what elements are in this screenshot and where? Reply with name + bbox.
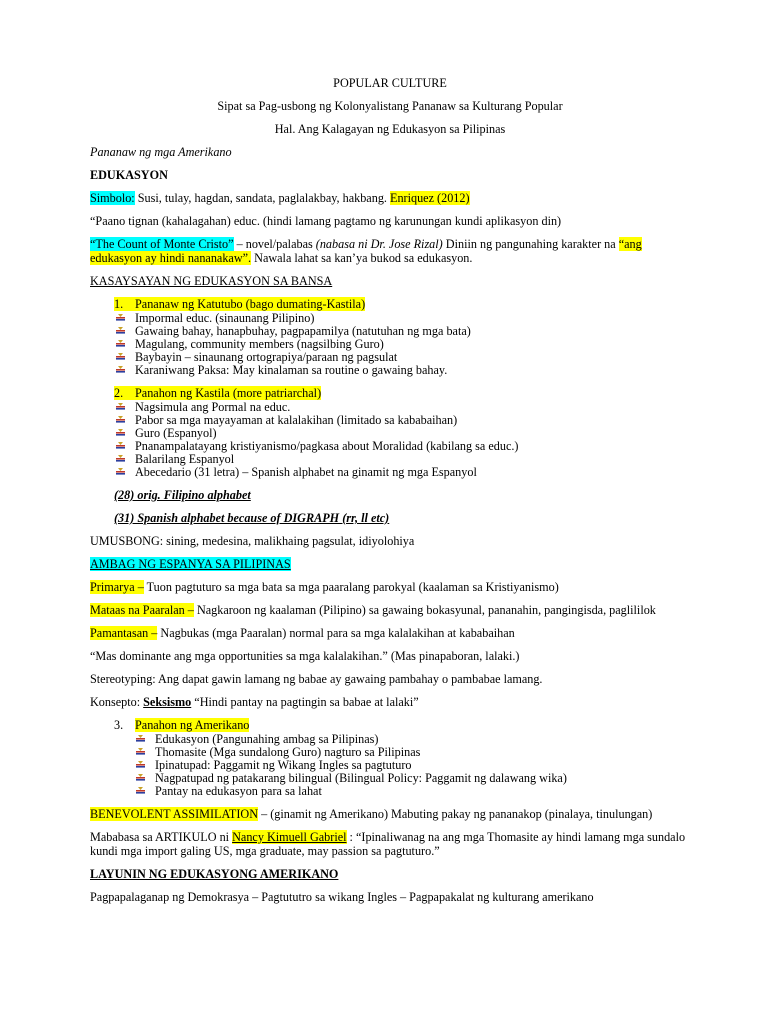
mas-dominante-line: “Mas dominante ang mga opportunities sa mga kalalakihan.” (Mas pinapaboran, lalaki.) [90, 649, 520, 663]
list-item: Guro (Espanyol) [114, 427, 690, 440]
section-2-highlight: 2. Panahon ng Kastila (more patriarchal) [114, 386, 322, 400]
section-2-title [114, 386, 690, 400]
arrow-bullet-icon [116, 314, 125, 323]
list-item: Pantay na edukasyon para sa lahat [134, 785, 690, 798]
list-item: Gawaing bahay, hanapbuhay, pagpapamilya (natutuhan ng mga bata) [114, 325, 690, 338]
ambag-heading: AMBAG NG ESPANYA SA PILIPINAS [90, 557, 291, 571]
list-item: Ipinatupad: Paggamit ng Wikang Ingles sa pagtuturo [134, 759, 690, 772]
arrow-bullet-icon [116, 403, 125, 412]
count-quote: “ang edukasyon ay hindi nananakaw”. [90, 237, 642, 265]
list-item: Nagsimula ang Pormal na educ. [114, 401, 690, 414]
benevolent-line: BENEVOLENT ASSIMILATION – (ginamit ng Amerikano) Mabuting pakay ng pananakop (pinalaya, tinulungan) [90, 807, 653, 821]
artikulo-line: Mababasa sa ARTIKULO ni Nancy Kimuell Gabriel : “Ipinaliwanag na ang mga Thomasite ay hindi lamang mga sundalo kundi mga import galing US, mga graduate, may passion sa pagtuturo.” [90, 830, 686, 858]
kasaysayan-heading: KASAYSAYAN NG EDUKASYON SA BANSA [90, 274, 333, 288]
spanish-alphabet-line: (31) Spanish alphabet because of DIGRAPH (rr, ll etc) [114, 511, 390, 525]
pananaw-line: Pananaw ng mga Amerikano [90, 145, 232, 159]
layunin-heading: LAYUNIN NG EDUKASYONG AMERIKANO [90, 867, 339, 881]
stereotyping-line: Stereotyping: Ang dapat gawin lamang ng babae ay gawaing pambahay o pambabae lamang. [90, 672, 543, 686]
section-1-highlight: 1. Pananaw ng Katutubo (bago dumating-Kastila) [114, 297, 366, 311]
orig-alphabet-line: (28) orig. Filipino alphabet [114, 488, 251, 502]
edukasyon-heading: EDUKASYON [90, 168, 168, 182]
paano-line: “Paano tignan (kahalagahan) educ. (hindi lamang pagtamo ng karunungan kundi aplikasyon din) [90, 214, 562, 228]
umusbong-line: UMUSBONG: sining, medesina, malikhaing pagsulat, idiyolohiya [90, 534, 415, 548]
section-1-list [114, 312, 690, 377]
pamantasan-line: Pamantasan – Nagbukas (mga Paaralan) normal para sa mga kalalakihan at kababaihan [90, 626, 515, 640]
list-item: Karaniwang Paksa: May kinalaman sa routine o gawaing bahay. [114, 364, 690, 377]
seksismo-term: Seksismo [143, 695, 192, 709]
enriquez-citation: Enriquez (2012) [390, 191, 470, 205]
mataas-line: Mataas na Paaralan – Nagkaroon ng kaalaman (Pilipino) sa gawaing bokasyunal, pananahin, pangingisda, paglililok [90, 603, 656, 617]
count-end: Nawala lahat sa kan’ya bukod sa edukasyon. [251, 251, 473, 265]
arrow-bullet-icon [116, 366, 125, 375]
doc-title: POPULAR CULTURE [333, 76, 447, 90]
primarya-line: Primarya – Tuon pagtuturo sa mga bata sa mga paaralang parokyal (kaalaman sa Kristiyanismo) [90, 580, 559, 594]
author-name: Nancy Kimuell Gabriel [232, 830, 347, 844]
list-item: Baybayin – sinaunang ortograpiya/paraan ng pagsulat [114, 351, 690, 364]
arrow-bullet-icon [116, 442, 125, 451]
list-item: Impormal educ. (sinaunang Pilipino) [114, 312, 690, 325]
count-paragraph [90, 237, 690, 265]
doc-example: Hal. Ang Kalagayan ng Edukasyon sa Pilipinas [274, 122, 506, 136]
section-2-list [114, 401, 690, 479]
arrow-bullet-icon [136, 774, 145, 783]
list-item: Pabor sa mga mayayaman at kalalakihan (limitado sa kababaihan) [114, 414, 690, 427]
section-1-title [114, 297, 690, 311]
count-italic: (nabasa ni Dr. Jose Rizal) [315, 237, 443, 251]
simbolo-text: Susi, tulay, hagdan, sandata, paglalakbay, hakbang. [134, 191, 391, 205]
section-3-list [134, 733, 690, 798]
arrow-bullet-icon [116, 353, 125, 362]
count-after: Diniin ng pangunahing karakter na [442, 237, 619, 251]
simbolo-label: Simbolo: [90, 191, 135, 205]
layunin-text: Pagpapalaganap ng Demokrasya – Pagtututro sa wikang Ingles – Pagpapakalat ng kulturang amerikano [90, 890, 594, 904]
arrow-bullet-icon [136, 748, 145, 757]
arrow-bullet-icon [136, 761, 145, 770]
list-item: Pnanampalatayang kristiyanismo/pagkasa about Moralidad (kabilang sa educ.) [114, 440, 690, 453]
list-item: Edukasyon (Pangunahing ambag sa Pilipinas) [134, 733, 690, 746]
list-item: Abecedario (31 letra) – Spanish alphabet na ginamit ng mga Espanyol [114, 466, 690, 479]
section-3-title: 3. Panahon ng Amerikano [114, 718, 250, 732]
arrow-bullet-icon [136, 735, 145, 744]
arrow-bullet-icon [116, 340, 125, 349]
count-mid: – novel/palabas [233, 237, 316, 251]
arrow-bullet-icon [116, 429, 125, 438]
arrow-bullet-icon [116, 416, 125, 425]
arrow-bullet-icon [116, 455, 125, 464]
arrow-bullet-icon [136, 787, 145, 796]
arrow-bullet-icon [116, 327, 125, 336]
konsepto-line: Konsepto: Seksismo “Hindi pantay na pagtingin sa babae at lalaki” [90, 695, 419, 709]
list-item: Nagpatupad ng patakarang bilingual (Bilingual Policy: Paggamit ng dalawang wika) [134, 772, 690, 785]
simbolo-line [90, 191, 690, 205]
list-item: Magulang, community members (nagsilbing Guro) [114, 338, 690, 351]
list-item: Thomasite (Mga sundalong Guro) nagturo sa Pilipinas [134, 746, 690, 759]
doc-subtitle: Sipat sa Pag-usbong ng Kolonyalistang Pananaw sa Kulturang Popular [217, 99, 563, 113]
count-title: “The Count of Monte Cristo” [90, 237, 234, 251]
list-item: Balarilang Espanyol [114, 453, 690, 466]
document-body [90, 76, 690, 913]
arrow-bullet-icon [116, 468, 125, 477]
